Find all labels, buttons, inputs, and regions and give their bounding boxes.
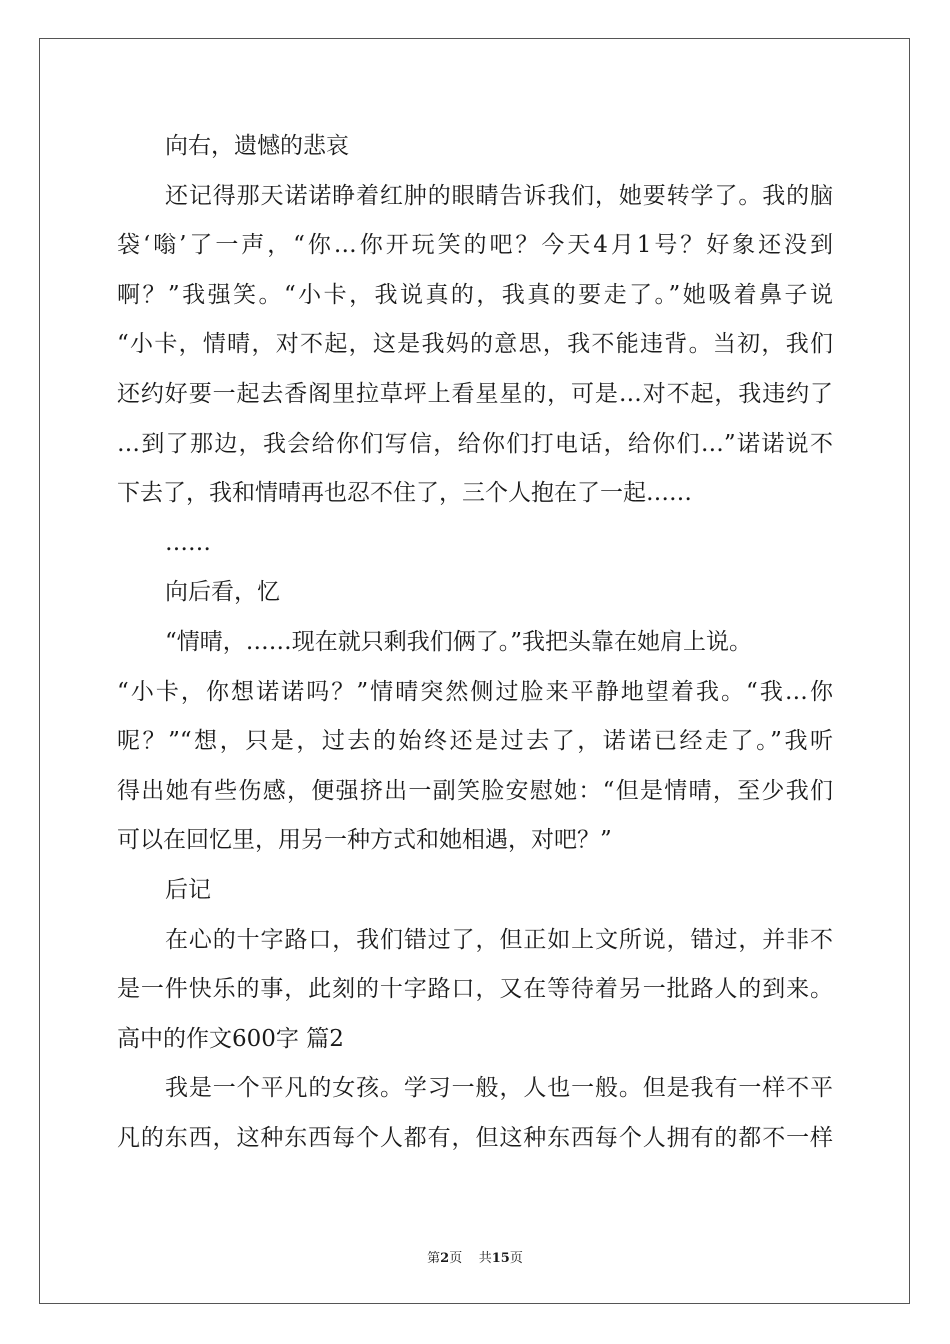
paragraph-line: 可以在回忆里，用另一种方式和她相遇，对吧？” — [117, 827, 612, 854]
document-body — [117, 122, 833, 1163]
paragraph-line: 呢？”“想，只是，过去的始终还是过去了，诺诺已经走了。”我听 — [117, 728, 833, 755]
footer-prefix: 第 — [427, 1251, 441, 1266]
paragraph-line: 得出她有些伤感，便强挤出一副笑脸安慰她：“但是情晴，至少我们 — [117, 777, 833, 804]
paragraph-line: “情晴，……现在就只剩我们俩了。”我把头靠在她肩上说。 — [165, 628, 753, 655]
paragraph-line: 啊？”我强笑。“小卡，我说真的，我真的要走了。”她吸着鼻子说 — [117, 281, 833, 308]
current-page-number: 2 — [440, 1251, 450, 1266]
paragraph-line: 还约好要一起去香阁里拉草坪上看星星的，可是…对不起，我违约了 — [117, 380, 833, 407]
footer-suffix: 页 — [509, 1251, 523, 1266]
paragraph-line: 凡的东西，这种东西每个人都有，但这种东西每个人拥有的都不一样 — [117, 1124, 833, 1151]
section-heading-back: 向后看，忆 — [165, 579, 280, 606]
paragraph-line: 是一件快乐的事，此刻的十字路口，又在等待着另一批路人的到来。 — [117, 976, 833, 1003]
paragraph-line: 我是一个平凡的女孩。学习一般，人也一般。但是我有一样不平 — [165, 1075, 833, 1102]
paragraph-line: …到了那边，我会给你们写信，给你们打电话，给你们…”诺诺说不 — [117, 430, 833, 457]
paragraph-line: 下去了，我和情晴再也忍不住了，三个人抱在了一起…… — [117, 480, 692, 507]
page-footer — [0, 1247, 950, 1266]
paragraph-line: 袋‘嗡’了一声，“你…你开玩笑的吧？今天4月1号？好象还没到 — [117, 232, 833, 259]
section-heading-right: 向右，遗憾的悲哀 — [165, 133, 349, 159]
footer-mid: 页 共 — [449, 1251, 492, 1266]
paragraph-line: “小卡，情晴，对不起，这是我妈的意思，我不能违背。当初，我们 — [117, 331, 833, 358]
essay-title: 高中的作文600字 篇2 — [117, 1025, 344, 1052]
section-heading-postscript: 后记 — [165, 876, 211, 903]
total-page-number: 15 — [491, 1251, 510, 1266]
paragraph-line: 还记得那天诺诺睁着红肿的眼睛告诉我们，她要转学了。我的脑 — [165, 182, 833, 209]
ellipsis-line: …… — [165, 529, 211, 556]
paragraph-line: 在心的十字路口，我们错过了，但正如上文所说，错过，并非不 — [165, 926, 833, 953]
paragraph-line: “小卡，你想诺诺吗？”情晴突然侧过脸来平静地望着我。“我…你 — [117, 678, 833, 705]
